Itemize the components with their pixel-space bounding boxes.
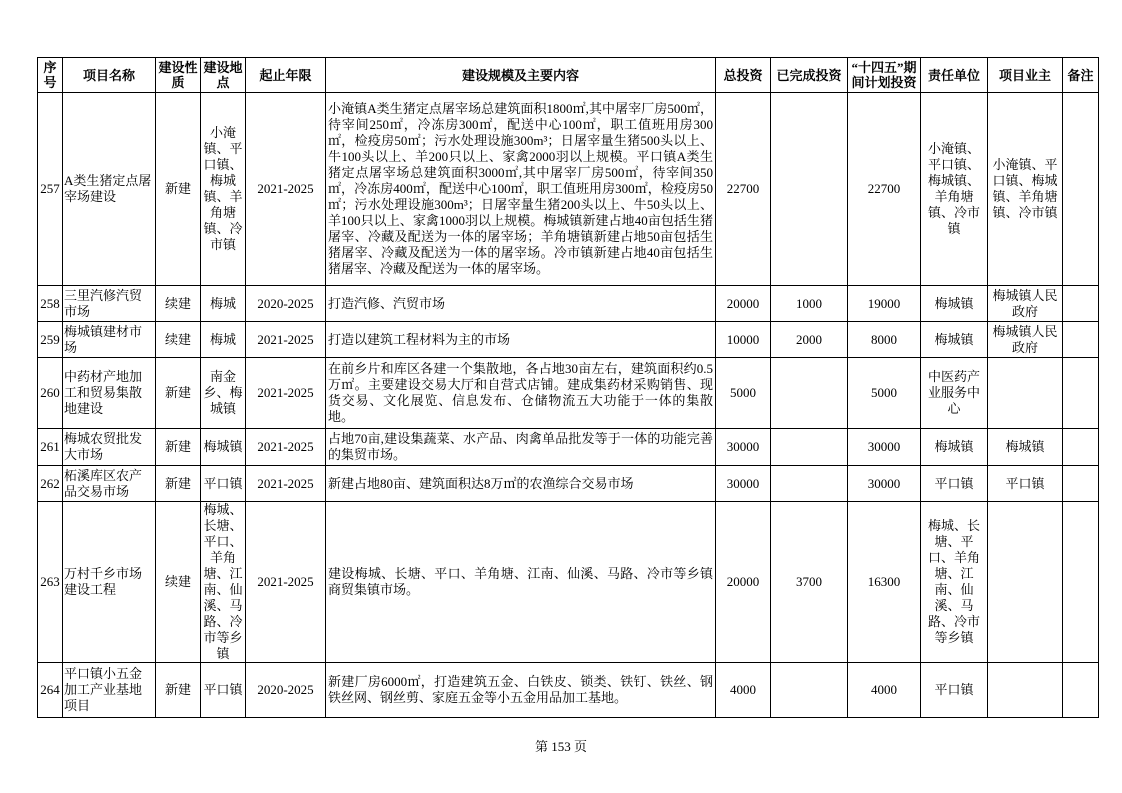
cell-plan: 19000 xyxy=(848,286,921,322)
cell-note xyxy=(1063,502,1099,663)
table-row xyxy=(38,429,1099,466)
cell-note xyxy=(1063,286,1099,322)
cell-nature: 新建 xyxy=(156,358,201,429)
header-years: 起止年限 xyxy=(246,58,326,93)
cell-content: 建设梅城、长塘、平口、羊角塘、江南、仙溪、马路、冷市等乡镇商贸集镇市场。 xyxy=(326,502,716,663)
header-content: 建设规模及主要内容 xyxy=(326,58,716,93)
cell-total: 20000 xyxy=(716,502,771,663)
cell-plan: 22700 xyxy=(848,93,921,286)
cell-no: 259 xyxy=(38,322,63,358)
cell-total: 20000 xyxy=(716,286,771,322)
table-row xyxy=(38,286,1099,322)
header-name: 项目名称 xyxy=(63,58,156,93)
cell-responsible: 平口镇 xyxy=(921,663,988,718)
cell-nature: 新建 xyxy=(156,663,201,718)
cell-responsible: 小淹镇、平口镇、梅城镇、羊角塘镇、冷市镇 xyxy=(921,93,988,286)
cell-responsible: 中医药产业服务中心 xyxy=(921,358,988,429)
table-row xyxy=(38,358,1099,429)
header-total: 总投资 xyxy=(716,58,771,93)
table-body xyxy=(38,93,1099,718)
cell-total: 30000 xyxy=(716,429,771,466)
cell-place: 梅城、长塘、平口、羊角塘、江南、仙溪、马路、冷市等乡镇 xyxy=(201,502,246,663)
cell-responsible: 梅城、长塘、平口、羊角塘、江南、仙溪、马路、冷市等乡镇 xyxy=(921,502,988,663)
cell-content: 占地70亩,建设集蔬菜、水产品、肉禽单品批发等于一体的功能完善的集贸市场。 xyxy=(326,429,716,466)
cell-plan: 8000 xyxy=(848,322,921,358)
cell-done: 1000 xyxy=(771,286,848,322)
cell-name: 梅城农贸批发大市场 xyxy=(63,429,156,466)
cell-years: 2020-2025 xyxy=(246,663,326,718)
cell-owner: 梅城镇 xyxy=(988,429,1063,466)
cell-plan: 4000 xyxy=(848,663,921,718)
cell-total: 22700 xyxy=(716,93,771,286)
cell-no: 260 xyxy=(38,358,63,429)
cell-nature: 新建 xyxy=(156,429,201,466)
cell-place: 平口镇 xyxy=(201,466,246,502)
cell-nature: 续建 xyxy=(156,322,201,358)
cell-done xyxy=(771,663,848,718)
table-row xyxy=(38,322,1099,358)
cell-no: 261 xyxy=(38,429,63,466)
cell-note xyxy=(1063,358,1099,429)
cell-done: 3700 xyxy=(771,502,848,663)
cell-content: 打造以建筑工程材料为主的市场 xyxy=(326,322,716,358)
cell-owner: 梅城镇人民政府 xyxy=(988,322,1063,358)
cell-note xyxy=(1063,322,1099,358)
cell-years: 2021-2025 xyxy=(246,429,326,466)
cell-name: A类生猪定点屠宰场建设 xyxy=(63,93,156,286)
cell-no: 258 xyxy=(38,286,63,322)
cell-responsible: 梅城镇 xyxy=(921,429,988,466)
cell-no: 257 xyxy=(38,93,63,286)
header-responsible: 责任单位 xyxy=(921,58,988,93)
cell-nature: 续建 xyxy=(156,286,201,322)
cell-total: 4000 xyxy=(716,663,771,718)
cell-note xyxy=(1063,663,1099,718)
cell-note xyxy=(1063,429,1099,466)
cell-responsible: 平口镇 xyxy=(921,466,988,502)
cell-name: 梅城镇建材市场 xyxy=(63,322,156,358)
header-note: 备注 xyxy=(1063,58,1099,93)
cell-plan: 5000 xyxy=(848,358,921,429)
cell-place: 梅城镇 xyxy=(201,429,246,466)
cell-name: 万村千乡市场建设工程 xyxy=(63,502,156,663)
cell-responsible: 梅城镇 xyxy=(921,286,988,322)
cell-content: 打造汽修、汽贸市场 xyxy=(326,286,716,322)
cell-place: 小淹镇、平口镇、梅城镇、羊角塘镇、冷市镇 xyxy=(201,93,246,286)
cell-years: 2020-2025 xyxy=(246,286,326,322)
cell-place: 梅城 xyxy=(201,322,246,358)
cell-name: 三里汽修汽贸市场 xyxy=(63,286,156,322)
header-place: 建设地点 xyxy=(201,58,246,93)
cell-note xyxy=(1063,466,1099,502)
cell-years: 2021-2025 xyxy=(246,502,326,663)
cell-done xyxy=(771,429,848,466)
table-row xyxy=(38,663,1099,718)
cell-plan: 30000 xyxy=(848,466,921,502)
cell-total: 30000 xyxy=(716,466,771,502)
cell-no: 262 xyxy=(38,466,63,502)
cell-content: 新建厂房6000㎡，打造建筑五金、白铁皮、锁类、铁钉、铁丝、钢铁丝网、钢丝剪、家庭五金等小五金用品加工基地。 xyxy=(326,663,716,718)
cell-owner: 平口镇 xyxy=(988,466,1063,502)
cell-done xyxy=(771,358,848,429)
cell-name: 中药材产地加工和贸易集散地建设 xyxy=(63,358,156,429)
cell-plan: 16300 xyxy=(848,502,921,663)
header-no: 序号 xyxy=(38,58,63,93)
cell-nature: 新建 xyxy=(156,466,201,502)
cell-nature: 新建 xyxy=(156,93,201,286)
cell-place: 南金乡、梅城镇 xyxy=(201,358,246,429)
cell-total: 5000 xyxy=(716,358,771,429)
cell-owner: 梅城镇人民政府 xyxy=(988,286,1063,322)
page-number: 第 153 页 xyxy=(534,739,587,754)
cell-years: 2021-2025 xyxy=(246,93,326,286)
cell-responsible: 梅城镇 xyxy=(921,322,988,358)
header-done: 已完成投资 xyxy=(771,58,848,93)
cell-owner: 小淹镇、平口镇、梅城镇、羊角塘镇、冷市镇 xyxy=(988,93,1063,286)
cell-note xyxy=(1063,93,1099,286)
cell-done xyxy=(771,466,848,502)
table-row xyxy=(38,502,1099,663)
cell-owner xyxy=(988,502,1063,663)
cell-total: 10000 xyxy=(716,322,771,358)
cell-done: 2000 xyxy=(771,322,848,358)
cell-no: 264 xyxy=(38,663,63,718)
cell-name: 平口镇小五金加工产业基地项目 xyxy=(63,663,156,718)
header-owner: 项目业主 xyxy=(988,58,1063,93)
header-plan: “十四五”期间计划投资 xyxy=(848,58,921,93)
cell-years: 2021-2025 xyxy=(246,466,326,502)
cell-done xyxy=(771,93,848,286)
cell-content: 在前乡片和库区各建一个集散地，各占地30亩左右，建筑面积约0.5万㎡。主要建设交易大厅和自营式店铺。建成集药材采购销售、现货交易、文化展览、信息发布、仓储物流五大功能于一体的集散地。 xyxy=(326,358,716,429)
header-nature: 建设性质 xyxy=(156,58,201,93)
cell-years: 2021-2025 xyxy=(246,358,326,429)
cell-content: 新建占地80亩、建筑面积达8万㎡的农渔综合交易市场 xyxy=(326,466,716,502)
cell-years: 2021-2025 xyxy=(246,322,326,358)
table-row xyxy=(38,466,1099,502)
cell-place: 平口镇 xyxy=(201,663,246,718)
cell-owner xyxy=(988,358,1063,429)
table-row xyxy=(38,93,1099,286)
cell-no: 263 xyxy=(38,502,63,663)
project-table xyxy=(37,57,1099,718)
cell-plan: 30000 xyxy=(848,429,921,466)
cell-owner xyxy=(988,663,1063,718)
cell-content: 小淹镇A类生猪定点屠宰场总建筑面积1800㎡,其中屠宰厂房500㎡，待宰间250㎡，冷冻房300㎡，配送中心100㎡，职工值班用房300㎡，检疫房50㎡；污水处理设施300m³；日屠宰量生猪500头以上、牛100头以上、羊200只以上、家禽2000羽以上规模。平口镇A类生猪定点屠宰场总建筑面积3000㎡,其中屠宰厂房500㎡，待宰间350㎡，冷冻房400㎡，配送中心100㎡，职工值班用房300㎡，检疫房50㎡；污水处理设施300m³；日屠宰量生猪200头以上、牛50头以上、羊100只以上、家禽1000羽以上规模。梅城镇新建占地40亩包括生猪屠宰、冷藏及配送为一体的屠宰场；羊角塘镇新建占地50亩包括生猪屠宰、冷藏及配送为一体的屠宰场。冷市镇新建占地40亩包括生猪屠宰、冷藏及配送为一体的屠宰场。 xyxy=(326,93,716,286)
cell-place: 梅城 xyxy=(201,286,246,322)
table-header-row xyxy=(38,58,1099,93)
cell-nature: 续建 xyxy=(156,502,201,663)
cell-name: 柘溪库区农产品交易市场 xyxy=(63,466,156,502)
